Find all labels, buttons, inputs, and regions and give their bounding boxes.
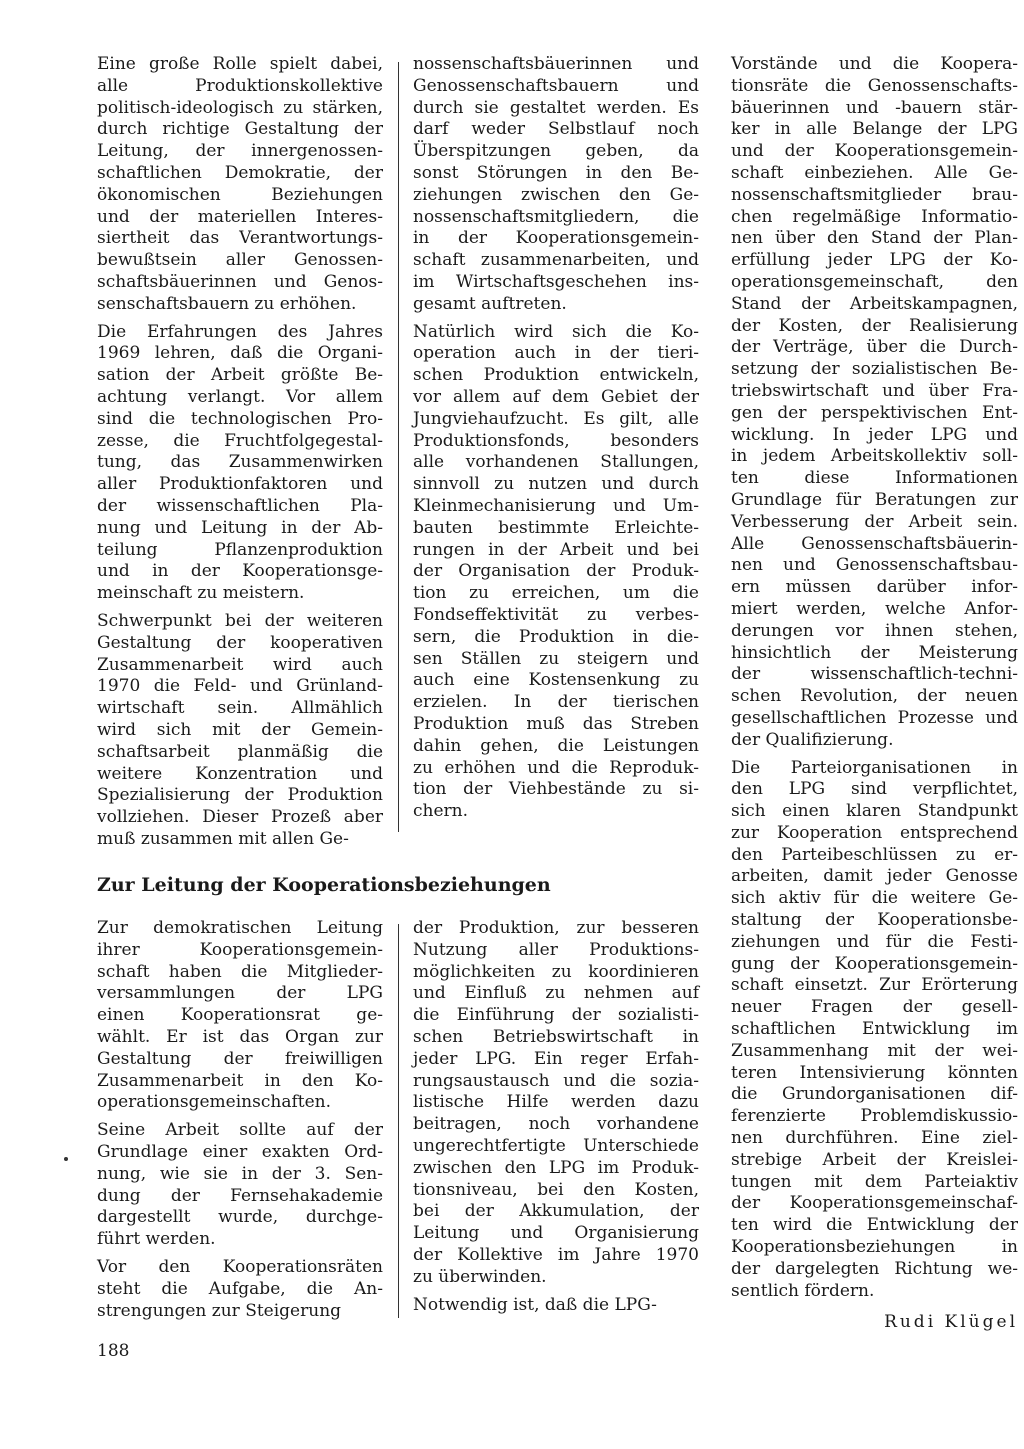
text-line: ern müssen darüber infor- — [731, 577, 1018, 598]
text-line: 1970 die Feld- und Grünland- — [97, 676, 383, 697]
text-line: beitragen, noch vorhandene — [413, 1114, 699, 1135]
text-line: der Organisation der Produk- — [413, 561, 699, 582]
text-line: sich aktiv für die weitere Ge- — [731, 888, 1018, 909]
text-line: Kooperationsbeziehungen in — [731, 1237, 1018, 1258]
text-line: der wissenschaftlichen Pla- — [97, 495, 383, 516]
column-rule-bottom — [398, 924, 399, 1318]
text-line: 1969 lehren, daß die Organi- — [97, 343, 383, 364]
text-line: bei der Akkumulation, der — [413, 1201, 699, 1222]
text-line: Die Parteiorganisationen in — [731, 757, 1018, 778]
text-line: gen der perspektivischen Ent- — [731, 402, 1018, 423]
text-line: sinnvoll zu nutzen und durch — [413, 474, 699, 495]
text-line: Zusammenarbeit in den Ko- — [97, 1070, 383, 1091]
text-line: bäuerinnen und -bauern stär- — [731, 97, 1018, 118]
text-line: darf weder Selbstlauf noch — [413, 119, 699, 140]
text-line: tionsniveau, bei den Kosten, — [413, 1179, 699, 1200]
column-rule-top — [398, 62, 399, 832]
text-line: der Qualifizierung. — [731, 729, 894, 750]
text-line: der dargelegten Richtung we- — [731, 1258, 1018, 1279]
text-line: der Produktion, zur besseren — [413, 918, 699, 938]
section-heading: Zur Leitung der Kooperationsbeziehungen — [97, 874, 551, 896]
text-line: Genossenschaftsbauern und — [413, 75, 699, 96]
text-line: Notwendig ist, daß die LPG- — [413, 1294, 657, 1315]
paragraph — [97, 54, 383, 316]
text-line: alle Produktionskollektive — [97, 75, 383, 96]
text-line: der wissenschaftlich-techni- — [731, 664, 1018, 685]
text-line: schaftlichen Entwicklung im — [731, 1019, 1018, 1040]
text-line: Nutzung aller Produktions- — [413, 939, 699, 960]
text-line: die Einführung der sozialisti- — [413, 1005, 699, 1026]
text-line: der Kooperationsgemeinschaf- — [731, 1193, 1018, 1214]
text-line: möglichkeiten zu koordinieren — [413, 961, 699, 982]
paragraph — [413, 918, 699, 1289]
text-line: Alle Genossenschaftsbäuerin- — [731, 533, 1018, 554]
text-line: die Grundorganisationen dif- — [731, 1084, 1018, 1105]
text-line: setzung der sozialistischen Be- — [731, 359, 1018, 380]
text-line: dargestellt wurde, durchge- — [97, 1207, 383, 1228]
text-line: führt werden. — [97, 1229, 216, 1250]
text-line: schen Produktion entwickeln, — [413, 365, 699, 386]
text-line: schaftsbäuerinnen und Genos- — [97, 271, 383, 292]
column-bottom-left — [97, 918, 383, 1322]
text-line: der Kosten, der Realisierung — [731, 315, 1018, 336]
text-line: nung, wie sie in der 3. Sen- — [97, 1163, 383, 1184]
text-line: in der Kooperationsgemein- — [413, 228, 699, 249]
text-line: vor allem auf dem Gebiet der — [413, 386, 699, 407]
text-line: zwischen den LPG im Produk- — [413, 1157, 699, 1178]
text-line: Die Erfahrungen des Jahres — [97, 321, 383, 342]
text-line: ungerechtfertigte Unterschiede — [413, 1135, 699, 1156]
text-line: sentlich fördern. — [731, 1280, 875, 1301]
text-line: alle vorhandenen Stallungen, — [413, 452, 699, 473]
text-line: meinschaft zu meistern. — [97, 583, 305, 604]
text-line: tion zu erreichen, um die — [413, 583, 699, 604]
text-line: zu erhöhen und die Reproduk- — [413, 757, 699, 778]
text-line: Zusammenhang mit der wei- — [731, 1040, 1018, 1061]
text-line: sind die technologischen Pro- — [97, 408, 383, 429]
text-line: der Verträge, über die Durch- — [731, 337, 1018, 358]
text-line: ferenzierte Problemdiskussio- — [731, 1106, 1018, 1127]
text-line: teren Intensivierung könnten — [731, 1062, 1018, 1083]
page-number: 188 — [97, 1341, 130, 1361]
text-line: strebige Arbeit der Kreislei- — [731, 1149, 1018, 1170]
margin-mark — [64, 1157, 68, 1161]
text-line: wirtschaft sein. Allmählich — [97, 698, 383, 719]
text-line: schaft einsetzt. Zur Erörterung — [731, 975, 1018, 996]
text-line: chen regelmäßige Informatio- — [731, 206, 1018, 227]
text-line: nen über den Stand der Plan- — [731, 228, 1018, 249]
text-line: ten wird die Entwicklung der — [731, 1215, 1018, 1236]
text-line: in jedem Arbeitskollektiv soll- — [731, 446, 1018, 467]
text-line: und Einfluß zu nehmen auf — [413, 983, 699, 1004]
text-line: triebswirtschaft und über Fra- — [731, 380, 1018, 401]
text-line: Stand der Arbeitskampagnen, — [731, 293, 1018, 314]
paragraph — [413, 54, 699, 316]
text-line: derungen vor ihnen stehen, — [731, 620, 1018, 641]
text-line: nen und Genossenschaftsbau- — [731, 555, 1018, 576]
text-line: sonst Störungen in den Be- — [413, 162, 699, 183]
text-line: vollziehen. Dieser Prozeß aber — [97, 807, 383, 828]
paragraph — [97, 1257, 383, 1322]
text-line: ten diese Informationen — [731, 468, 1018, 489]
text-line: schaftsarbeit planmäßig die — [97, 741, 383, 762]
paragraph — [97, 322, 383, 605]
text-line: tung, das Zusammenwirken — [97, 452, 383, 473]
text-line: senschaftsbauern zu erhöhen. — [97, 293, 357, 314]
text-line: Grundlage einer exakten Ord- — [97, 1141, 383, 1162]
text-line: durch sie gestaltet werden. Es — [413, 97, 699, 118]
text-line: achtung verlangt. Vor allem — [97, 386, 383, 407]
text-line: Vor den Kooperationsräten — [97, 1256, 383, 1277]
text-line: rungen in der Arbeit und bei — [413, 539, 699, 560]
text-line: Schwerpunkt bei der weiteren — [97, 610, 383, 631]
paragraph — [731, 54, 1018, 752]
text-line: Leitung, der innergenossen- — [97, 141, 383, 162]
text-line: nossenschaftsmitglieder brau- — [731, 184, 1018, 205]
text-line: operationsgemeinschaft, den — [731, 271, 1018, 292]
text-line: versammlungen der LPG — [97, 983, 383, 1004]
column-top-middle — [413, 54, 699, 823]
text-line: schaft einbeziehen. Alle Ge- — [731, 162, 1018, 183]
text-line: weitere Konzentration und — [97, 763, 383, 784]
text-line: sation der Arbeit größte Be- — [97, 365, 383, 386]
author-signature: Rudi Klügel — [884, 1312, 1018, 1333]
text-line: bewußtsein aller Genossen- — [97, 250, 383, 271]
text-line: ziehungen und für die Festi- — [731, 931, 1018, 952]
text-line: nossenschaftsbäuerinnen und — [413, 54, 699, 74]
text-line: jeder LPG. Ein reger Erfah- — [413, 1048, 699, 1069]
text-line: durch richtige Gestaltung der — [97, 119, 383, 140]
text-line: miert werden, welche Anfor- — [731, 598, 1018, 619]
text-line: im Wirtschaftsgeschehen ins- — [413, 271, 699, 292]
text-line: Vorstände und die Koopera- — [731, 54, 1018, 74]
text-line: Kleinmechanisierung und Um- — [413, 495, 699, 516]
text-line: Gestaltung der kooperativen — [97, 632, 383, 653]
text-line: wird sich mit der Gemein- — [97, 719, 383, 740]
text-line: Spezialisierung der Produktion — [97, 785, 383, 806]
text-line: und der materiellen Interes- — [97, 206, 383, 227]
column-top-left — [97, 54, 383, 851]
paragraph — [413, 1295, 699, 1317]
text-line: zur Kooperation entsprechend — [731, 822, 1018, 843]
paragraph — [413, 322, 699, 823]
text-line: Seine Arbeit sollte auf der — [97, 1120, 383, 1141]
text-line: nen durchführen. Eine ziel- — [731, 1128, 1018, 1149]
text-line: schen Betriebswirtschaft in — [413, 1026, 699, 1047]
text-line: schaftlichen Demokratie, der — [97, 162, 383, 183]
text-line: aller Produktionfaktoren und — [97, 474, 383, 495]
text-line: schaft zusammenarbeiten, und — [413, 250, 699, 271]
text-line: operationsgemeinschaften. — [97, 1092, 331, 1113]
text-line: tungen mit dem Parteiaktiv — [731, 1171, 1018, 1192]
text-line: ker in alle Belange der LPG — [731, 119, 1018, 140]
text-line: teilung Pflanzenproduktion — [97, 539, 383, 560]
text-line: dung der Fernsehakademie — [97, 1185, 383, 1206]
text-line: zesse, die Fruchtfolgegestal- — [97, 430, 383, 451]
text-line: listische Hilfe werden dazu — [413, 1092, 699, 1113]
text-line: Leitung und Organisierung — [413, 1223, 699, 1244]
text-line: auch eine Kostensenkung zu — [413, 670, 699, 691]
text-line: schen Revolution, der neuen — [731, 686, 1018, 707]
text-line: Grundlage für Beratungen zur — [731, 489, 1018, 510]
text-line: Produktion muß das Streben — [413, 713, 699, 734]
text-line: Verbesserung der Arbeit sein. — [731, 511, 1018, 532]
text-line: nossenschaftsmitgliedern, die — [413, 206, 699, 227]
text-line: tion der Viehbestände zu si- — [413, 779, 699, 800]
paragraph — [731, 758, 1018, 1303]
text-line: staltung der Kooperationsbe- — [731, 910, 1018, 931]
text-line: erfüllung jeder LPG der Ko- — [731, 250, 1018, 271]
paragraph — [97, 1120, 383, 1251]
text-line: Produktionsfonds, besonders — [413, 430, 699, 451]
text-line: ihrer Kooperationsgemein- — [97, 939, 383, 960]
text-line: operation auch in der tieri- — [413, 343, 699, 364]
text-line: sen Ställen zu steigern und — [413, 648, 699, 669]
text-line: Fondseffektivität zu verbes- — [413, 604, 699, 625]
text-line: der Kollektive im Jahre 1970 — [413, 1244, 699, 1265]
text-line: dahin gehen, die Leistungen — [413, 735, 699, 756]
text-line: den Parteibeschlüssen zu er- — [731, 844, 1018, 865]
text-line: und der Kooperationsgemein- — [731, 141, 1018, 162]
paragraph — [97, 918, 383, 1114]
text-line: muß zusammen mit allen Ge- — [97, 828, 349, 849]
text-line: politisch-ideologisch zu stärken, — [97, 97, 383, 118]
text-line: wählt. Er ist das Organ zur — [97, 1026, 383, 1047]
column-top-right — [731, 54, 1018, 1332]
text-line: gung der Kooperationsgemein- — [731, 953, 1018, 974]
text-line: arbeiten, damit jeder Genosse — [731, 866, 1018, 887]
text-line: ziehungen zwischen den Ge- — [413, 184, 699, 205]
text-line: steht die Aufgabe, die An- — [97, 1278, 383, 1299]
text-line: und in der Kooperationsge- — [97, 561, 383, 582]
text-line: einen Kooperationsrat ge- — [97, 1005, 383, 1026]
text-line: gesellschaftlichen Prozesse und — [731, 707, 1018, 728]
text-line: sich einen klaren Standpunkt — [731, 801, 1018, 822]
text-line: ökonomischen Beziehungen — [97, 184, 383, 205]
text-line: chern. — [413, 801, 469, 822]
text-line: rungsaustausch und die sozia- — [413, 1070, 699, 1091]
paragraph — [97, 611, 383, 851]
text-line: sern, die Produktion in die- — [413, 626, 699, 647]
text-line: Jungviehaufzucht. Es gilt, alle — [413, 408, 699, 429]
text-line: nung und Leitung in der Ab- — [97, 517, 383, 538]
text-line: Zusammenarbeit wird auch — [97, 654, 383, 675]
text-line: strengungen zur Steigerung — [97, 1300, 342, 1321]
text-line: wicklung. In jeder LPG und — [731, 424, 1018, 445]
text-line: Natürlich wird sich die Ko- — [413, 321, 699, 342]
text-line: Eine große Rolle spielt dabei, — [97, 54, 383, 74]
text-line: Zur demokratischen Leitung — [97, 918, 383, 938]
text-line: zu überwinden. — [413, 1266, 547, 1287]
text-line: siertheit das Verantwortungs- — [97, 228, 383, 249]
text-line: hinsichtlich der Meisterung — [731, 642, 1018, 663]
text-line: bauten bestimmte Erleichte- — [413, 517, 699, 538]
text-line: erzielen. In der tierischen — [413, 692, 699, 713]
text-line: Gestaltung der freiwilligen — [97, 1048, 383, 1069]
text-line: Überspitzungen geben, da — [413, 141, 699, 162]
text-line: tionsräte die Genossenschafts- — [731, 75, 1018, 96]
text-line: den LPG sind verpflichtet, — [731, 779, 1018, 800]
text-line: gesamt auftreten. — [413, 293, 567, 314]
text-line: neuer Fragen der gesell- — [731, 997, 1018, 1018]
text-line: schaft haben die Mitglieder- — [97, 961, 383, 982]
column-bottom-middle — [413, 918, 699, 1316]
